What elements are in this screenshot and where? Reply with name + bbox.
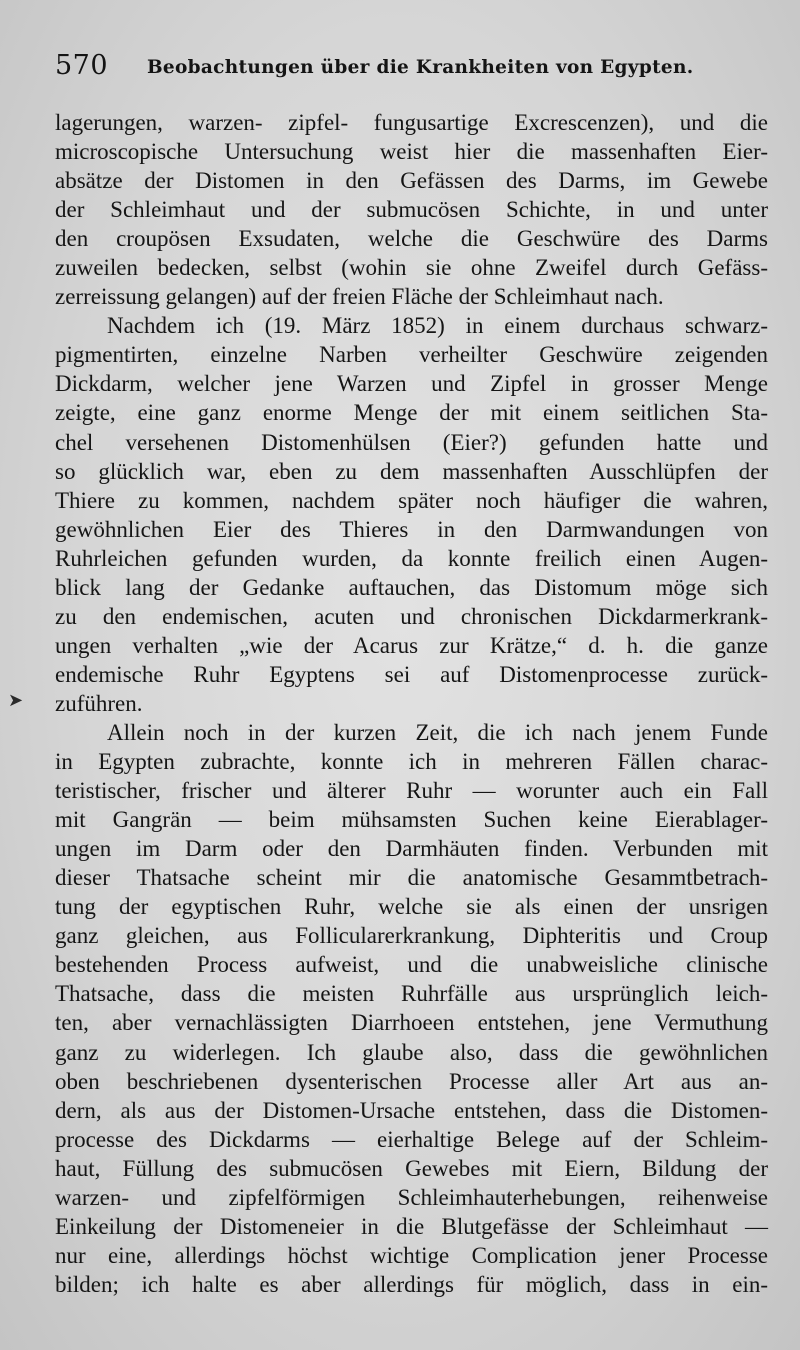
text-line: den croupösen Exsudaten, welche die Geschwüre des Darms xyxy=(55,226,768,252)
text-line: Dickdarm, welcher jene Warzen und Zipfel in grosser Menge xyxy=(55,371,768,397)
text-line: teristischer, frischer und älterer Ruhr — worunter auch ein Fall xyxy=(55,778,768,804)
text-line: pigmentirten, einzelne Narben verheilter Geschwüre zeigenden xyxy=(55,342,768,368)
text-line: nur eine, allerdings höchst wichtige Complication jener Processe xyxy=(55,1242,768,1268)
text-line: ungen verhalten „wie der Acarus zur Krätze,“ d. h. die ganze xyxy=(55,632,768,658)
text-line: ganz zu widerlegen. Ich glaube also, dass die gewöhnlichen xyxy=(55,1039,768,1065)
text-line: zerreissung gelangen) auf der freien Fläche der Schleimhaut nach. xyxy=(55,284,664,310)
text-line: chel versehenen Distomenhülsen (Eier?) gefunden hatte und xyxy=(55,429,768,455)
text-line: processe des Dickdarms — eierhaltige Belege auf der Schleim- xyxy=(55,1126,768,1152)
text-line: Nachdem ich (19. März 1852) in einem durchaus schwarz- xyxy=(107,313,768,339)
text-line: dieser Thatsache scheint mir die anatomische Gesammtbetrach- xyxy=(55,865,768,891)
body-text xyxy=(55,108,768,1299)
text-line: zeigte, eine ganz enorme Menge der mit einem seitlichen Sta- xyxy=(55,400,768,426)
text-line: tung der egyptischen Ruhr, welche sie als einen der unsrigen xyxy=(55,894,768,920)
text-line: mit Gangrän — beim mühsamsten Suchen keine Eierablager- xyxy=(55,807,768,833)
text-line: ganz gleichen, aus Follicularerkrankung, Diphteritis und Croup xyxy=(55,923,768,949)
text-line: ten, aber vernachlässigten Diarrhoeen entstehen, jene Vermuthung xyxy=(55,1010,768,1036)
text-line: so glücklich war, eben zu dem massenhaften Ausschlüpfen der xyxy=(55,458,768,484)
text-line: zu den endemischen, acuten und chronischen Dickdarmerkrank- xyxy=(55,603,768,629)
text-line: gewöhnlichen Eier des Thieres in den Darmwandungen von xyxy=(55,516,768,542)
text-line: Thatsache, dass die meisten Ruhrfälle aus ursprünglich leich- xyxy=(55,981,768,1007)
page-number: 570 xyxy=(55,50,109,81)
text-line: lagerungen, warzen- zipfel- fungusartige Excrescenzen), und die xyxy=(55,110,768,135)
page-header xyxy=(55,48,755,88)
text-line: der Schleimhaut und der submucösen Schichte, in und unter xyxy=(55,197,768,223)
text-line: oben beschriebenen dysenterischen Processe aller Art aus an- xyxy=(55,1068,768,1094)
text-line: bilden; ich halte es aber allerdings für möglich, dass in ein- xyxy=(55,1271,768,1297)
text-line: zuführen. xyxy=(55,690,143,716)
text-line: haut, Füllung des submucösen Gewebes mit Eiern, Bildung der xyxy=(55,1155,768,1181)
text-line: absätze der Distomen in den Gefässen des Darms, im Gewebe xyxy=(55,168,768,194)
text-line: endemische Ruhr Egyptens sei auf Distomenprocesse zurück- xyxy=(55,661,768,687)
text-line: Allein noch in der kurzen Zeit, die ich nach jenem Funde xyxy=(107,719,768,745)
text-line: microscopische Untersuchung weist hier die massenhaften Eier- xyxy=(55,139,768,165)
text-line: blick lang der Gedanke auftauchen, das Distomum möge sich xyxy=(55,574,768,600)
margin-mark: ➤ xyxy=(8,690,24,711)
text-line: Ruhrleichen gefunden wurden, da konnte freilich einen Augen- xyxy=(55,545,768,571)
text-line: dern, als aus der Distomen-Ursache entstehen, dass die Distomen- xyxy=(55,1097,768,1123)
text-line: bestehenden Process aufweist, und die unabweisliche clinische xyxy=(55,952,768,978)
running-head: Beobachtungen über die Krankheiten von Egypten. xyxy=(147,57,694,78)
text-line: in Egypten zubrachte, konnte ich in mehreren Fällen charac- xyxy=(55,749,768,775)
text-line: Thiere zu kommen, nachdem später noch häufiger die wahren, xyxy=(55,487,768,513)
text-line: warzen- und zipfelförmigen Schleimhauterhebungen, reihenweise xyxy=(55,1184,768,1210)
text-line: zuweilen bedecken, selbst (wohin sie ohne Zweifel durch Gefäss- xyxy=(55,255,768,281)
text-line: Einkeilung der Distomeneier in die Blutgefässe der Schleimhaut — xyxy=(55,1213,768,1239)
text-line: ungen im Darm oder den Darmhäuten finden. Verbunden mit xyxy=(55,836,768,862)
